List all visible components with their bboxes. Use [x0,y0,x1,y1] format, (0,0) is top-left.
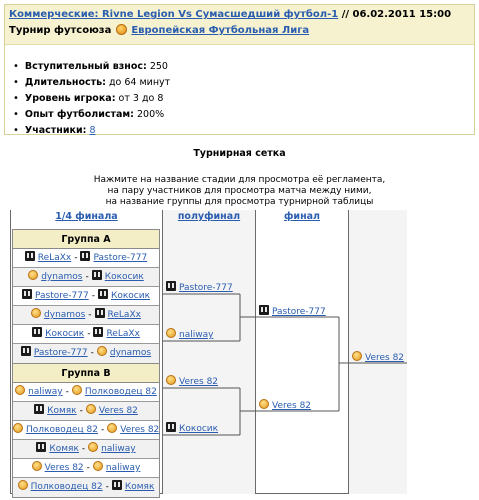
team-link[interactable]: Полководец 82 [26,425,98,435]
league-link[interactable]: Европейская Футбольная Лига [131,25,310,36]
title-separator: // [341,9,349,20]
semifinal-slot [166,328,213,341]
team-shield-icon [166,422,176,432]
team-link[interactable]: Pastore-777 [34,291,89,301]
team-ball-icon [28,270,38,280]
team-link[interactable]: naliway [28,387,63,397]
team-link[interactable]: Veres 82 [179,377,219,387]
final-slot [259,305,326,318]
info-header [5,5,474,45]
team-shield-icon [259,305,269,315]
team-ball-icon [18,480,28,490]
team-link[interactable]: Кокосик [110,291,151,301]
team-link[interactable]: Кокосик [104,272,144,282]
winner-column [349,210,407,494]
instruction-line: Нажмите на название стадии для просмотра её регламента, [93,175,386,185]
param-experience: • Опыт футболистам: 200% [13,107,474,123]
match-pair-row[interactable] [13,249,159,268]
match-pair-row[interactable] [13,325,159,344]
match-pair-row[interactable] [13,478,159,497]
team-shield-icon [32,327,42,337]
pair-dash: - [79,406,83,416]
pair-dash: - [87,329,91,339]
team-link[interactable]: Veres 82 [44,463,84,473]
team-link[interactable]: Кокосик [45,329,85,339]
match-pair-row[interactable] [13,268,159,287]
stage-quarterfinal-link[interactable]: 1/4 финала [55,211,118,222]
team-ball-icon [31,308,41,318]
team-link[interactable]: naliway [179,330,214,340]
team-shield-icon [21,346,31,356]
tournament-info-box [4,4,475,135]
team-link[interactable]: Pastore-777 [33,348,88,358]
pair-dash: - [100,425,105,435]
instruction-line: на название группы для просмотра турнирной таблицы [105,197,374,207]
team-link[interactable]: Pastore-777 [93,253,148,263]
team-link[interactable]: naliway [101,444,136,454]
tournament-label: Турнир футсоюза [9,25,112,36]
team-shield-icon [80,251,90,261]
semifinal-slot [166,281,233,294]
param-participants: • Участники: 8 [13,123,474,139]
team-link[interactable]: Veres 82 [272,401,312,411]
team-ball-icon [352,351,362,361]
match-pair-row[interactable] [13,287,159,306]
team-link[interactable]: Кокосик [179,424,219,434]
team-link[interactable]: Комяк [124,482,155,492]
team-link[interactable]: Veres 82 [98,406,138,416]
group-box [12,363,160,498]
pair-dash: - [90,348,94,358]
team-ball-icon [107,423,117,433]
team-link[interactable]: ReLaXx [107,310,141,320]
league-emblem-icon [116,24,127,35]
tournament-line [9,24,470,36]
team-ball-icon [72,385,82,395]
final-slot [259,399,311,412]
team-ball-icon [13,423,23,433]
match-datetime: 06.02.2011 15:00 [352,9,452,20]
group-name-link[interactable]: Группа A [13,230,159,249]
team-shield-icon [93,327,103,337]
participants-link[interactable]: 8 [89,125,96,136]
pair-dash: - [74,253,78,263]
team-link[interactable]: ReLaXx [37,253,72,263]
team-link[interactable]: Pastore-777 [179,283,233,293]
team-link[interactable]: ReLaXx [106,329,140,339]
semifinal-column [163,210,256,494]
match-pair-row[interactable] [13,440,159,459]
tournament-bracket [10,210,407,494]
bracket-title: Турнирная сетка [193,148,286,159]
group-name-link[interactable]: Группа B [13,364,159,383]
team-ball-icon [88,442,98,452]
team-link[interactable]: dynamos [44,310,86,320]
match-pair-row[interactable] [13,459,159,478]
final-column [256,210,349,494]
team-link[interactable]: Pastore-777 [272,307,326,317]
team-ball-icon [32,461,42,471]
bracket-instructions [0,175,479,208]
stage-semifinal-link[interactable]: полуфинал [177,211,241,222]
semifinal-slot [166,375,218,388]
title-line [9,9,470,20]
instruction-line: на пару участников для просмотра матча между ними, [107,186,372,196]
team-link[interactable]: Комяк [49,444,79,454]
match-pair-row[interactable] [13,344,159,363]
team-link[interactable]: dynamos [109,348,152,358]
quarterfinal-column [11,210,163,494]
param-duration: • Длительность: до 64 минут [13,75,474,91]
team-shield-icon [36,442,46,452]
tournament-params-list [5,45,474,139]
team-shield-icon [34,404,44,414]
param-entry-fee: • Вступительный взнос: 250 [13,59,474,75]
stage-final-link[interactable]: финал [283,211,320,222]
team-ball-icon [86,404,96,414]
pair-dash: - [85,272,89,282]
semifinal-slot [166,422,218,435]
pair-dash: - [88,310,92,320]
team-link[interactable]: Комяк [47,406,77,416]
team-link[interactable]: Полководец 82 [30,482,103,492]
winner-slot [352,351,404,364]
team-ball-icon [15,385,25,395]
team-shield-icon [112,480,122,490]
match-pair-row[interactable] [13,383,159,402]
team-ball-icon [166,328,176,338]
match-pair-row[interactable] [13,402,159,421]
team-shield-icon [25,251,35,261]
team-ball-icon [166,375,176,385]
team-shield-icon [22,289,32,299]
team-link[interactable]: Veres 82 [120,425,160,435]
team-shield-icon [95,308,105,318]
team-link[interactable]: Полководец 82 [84,387,157,397]
team-ball-icon [93,461,103,471]
team-shield-icon [166,281,176,291]
team-ball-icon [259,399,269,409]
team-shield-icon [98,289,108,299]
pair-dash: - [105,482,109,492]
match-pair-row[interactable] [13,421,159,440]
param-player-level: • Уровень игрока: от 3 до 8 [13,91,474,107]
team-link[interactable]: dynamos [41,272,83,282]
pair-dash: - [91,291,95,301]
group-box [12,229,160,364]
team-link[interactable]: Veres 82 [365,353,405,363]
pair-dash: - [65,387,69,397]
team-shield-icon [92,270,102,280]
pair-dash: - [81,444,86,454]
team-ball-icon [97,346,107,356]
pair-dash: - [86,463,90,473]
match-pair-row[interactable] [13,306,159,325]
match-title-link[interactable]: Коммерческие: Rivne Legion Vs Сумасшедший футбол-1 [9,9,339,20]
team-link[interactable]: naliway [105,463,141,473]
